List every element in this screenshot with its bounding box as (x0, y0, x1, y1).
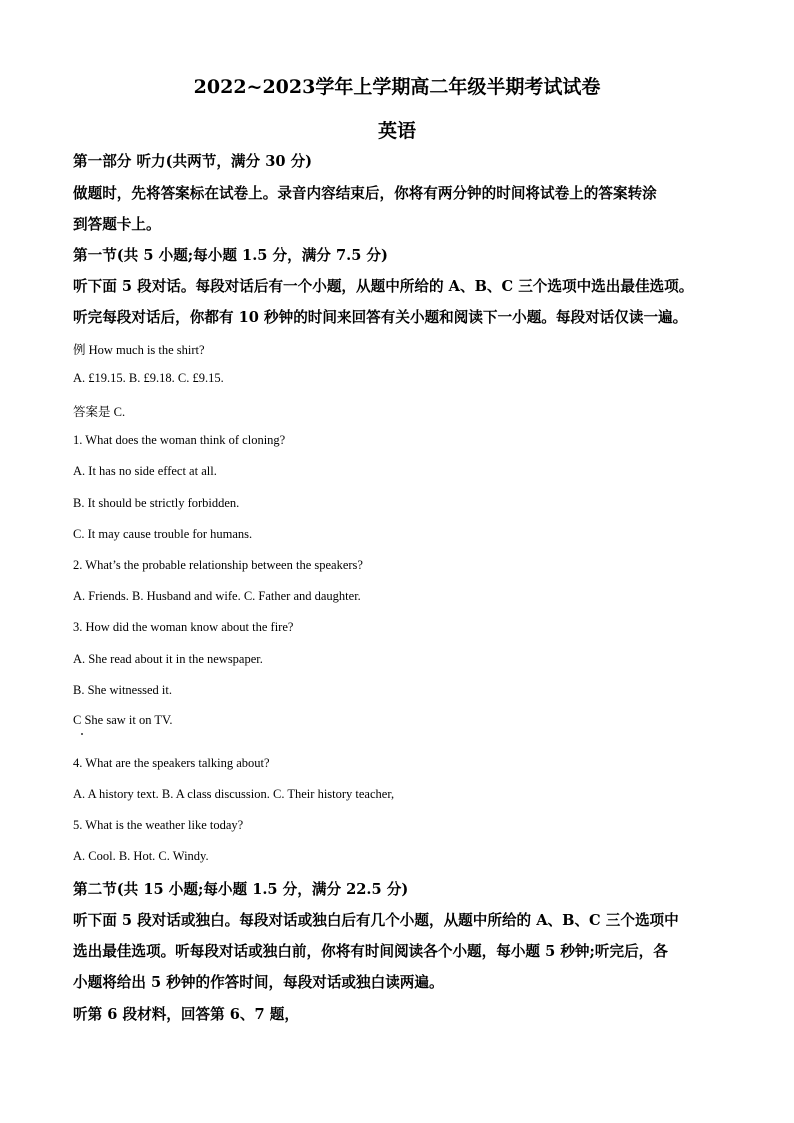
question-5: 5. What is the weather like today? (73, 818, 244, 832)
example-answer: 答案是 C. (73, 405, 126, 419)
material-6-heading: 听第 6 段材料，回答第 6、7 题， (73, 1006, 299, 1023)
question-1-option-b: B. It should be strictly forbidden. (73, 496, 240, 510)
question-3-option-a: A. She read about it in the newspaper. (73, 652, 263, 666)
question-2: 2. What’s the probable relationship between the speakers? (73, 558, 363, 572)
part1-instruction-line1: 做题时，先将答案标在试卷上。录音内容结束后，你将有两分钟的时间将试卷上的答案转涂 (73, 185, 657, 202)
section2-instruction-line2: 选出最佳选项。听每段对话或独白前，你将有时间阅读各个小题，每小题 5 秒钟;听完后，各 (73, 943, 668, 960)
question-1: 1. What does the woman think of cloning? (73, 433, 286, 447)
example-options: A. £19.15. B. £9.18. C. £9.15. (73, 371, 224, 385)
section1-instruction-line2: 听完每段对话后，你都有 10 秒钟的时间来回答有关小题和阅读下一小题。每段对话仅读一遍。 (73, 309, 688, 326)
example-question: 例 How much is the shirt? (73, 343, 205, 357)
part1-heading: 第一部分 听力(共两节，满分 30 分) (73, 153, 313, 170)
part1-instruction-line2: 到答题卡上。 (73, 216, 161, 233)
section2-heading: 第二节(共 15 小题;每小题 1.5 分，满分 22.5 分) (73, 881, 409, 898)
section2-instruction-line3: 小题将给出 5 秒钟的作答时间，每段对话或独白读两遍。 (73, 974, 444, 991)
question-3-option-b: B. She witnessed it. (73, 683, 172, 697)
exam-title: 2022~2023学年上学期高二年级半期考试试卷 (193, 76, 601, 98)
question-4: 4. What are the speakers talking about? (73, 756, 270, 770)
question-5-options: A. Cool. B. Hot. C. Windy. (73, 849, 209, 863)
question-3: 3. How did the woman know about the fire? (73, 620, 294, 634)
section1-heading: 第一节(共 5 小题;每小题 1.5 分，满分 7.5 分) (73, 247, 388, 264)
question-3-option-c: C She saw it on TV. (73, 713, 173, 727)
question-4-options: A. A history text. B. A class discussion. C. Their history teacher, (73, 787, 395, 801)
exam-subject: 英语 (377, 120, 416, 142)
stray-dot-mark (81, 733, 83, 735)
question-1-option-c: C. It may cause trouble for humans. (73, 527, 253, 541)
question-1-option-a: A. It has no side effect at all. (73, 464, 217, 478)
section1-instruction-line1: 听下面 5 段对话。每段对话后有一个小题，从题中所给的 A、B、C 三个选项中选出最佳选项。 (73, 278, 694, 295)
question-2-options: A. Friends. B. Husband and wife. C. Father and daughter. (73, 589, 361, 603)
section2-instruction-line1: 听下面 5 段对话或独白。每段对话或独白后有几个小题，从题中所给的 A、B、C 三个选项中 (73, 912, 679, 929)
